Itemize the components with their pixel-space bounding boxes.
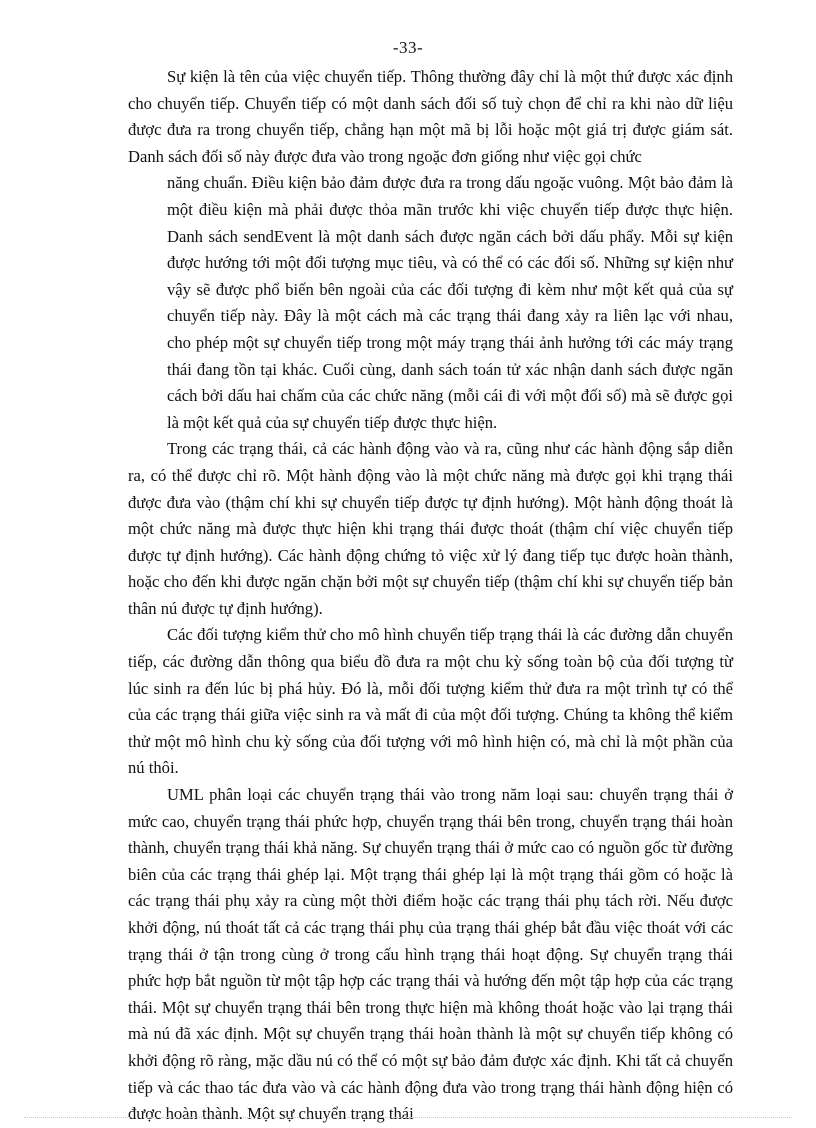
footer-divider	[24, 1117, 792, 1118]
paragraph-event: Sự kiện là tên của việc chuyển tiếp. Thông thường đây chỉ là một thứ được xác định cho chuyển tiếp. Chuyển tiếp có một danh sách đối số tuỳ chọn để chỉ ra khi nào dữ liệu được đưa ra trong chuyển tiếp, chẳng hạn một mã bị lỗi hoặc một giá trị được giám sát. Danh sách đối số này được đưa vào trong ngoặc đơn giống như việc gọi chức	[128, 67, 733, 166]
paragraph-test-objects: Các đối tượng kiểm thử cho mô hình chuyển tiếp trạng thái là các đường dẫn chuyển tiếp, các đường dẫn thông qua biểu đồ đưa ra một chu kỳ sống toàn bộ của đối tượng từ lúc sinh ra đến lúc bị phá hủy. Đó là, mỗi đối tượng kiểm thử đưa ra một trình tự có thể của các trạng thái giữa việc sinh ra và mất đi của một đối tượng. Chúng ta không thể kiểm thử một mô hình chu kỳ sống của đối tượng với mô hình hiện có, mà chỉ là một phần của nú thôi.	[128, 625, 733, 778]
paragraph-entry-exit-actions: Trong các trạng thái, cả các hành động vào và ra, cũng như các hành động sắp diễn ra, có thể được chỉ rõ. Một hành động vào là một chức năng mà được gọi khi trạng thái được đưa vào (thậm chí khi sự chuyển tiếp được tự định hướng). Một hành động thoát là một chức năng mà được thực hiện khi trạng thái được thoát (thậm chí việc chuyển tiếp được tự định hướng). Các hành động chứng tỏ việc xử lý đang tiếp tục được hoàn thành, hoặc cho đến khi được ngăn chặn bởi một sự chuyển tiếp (thậm chí khi sự chuyển tiếp bản thân nú được tự định hướng).	[128, 439, 733, 618]
document-body	[128, 64, 733, 1128]
page-number: -33-	[392, 38, 424, 57]
paragraph-uml-transitions: UML phân loại các chuyển trạng thái vào trong năm loại sau: chuyển trạng thái ở mức cao, chuyển trạng thái phức hợp, chuyển trạng thái bên trong, chuyển trạng thái hoàn thành, chuyển trạng thái khả năng. Sự chuyển trạng thái ở mức cao có nguồn gốc từ đường biên của các trạng thái ghép lại. Một trạng thái ghép lại là một trạng thái gồm có hoặc là các trạng thái phụ xảy ra cùng một thời điểm hoặc các trạng thái phụ tách rời. Nếu được khởi động, nú thoát tất cả các trạng thái phụ của trạng thái ghép bắt đầu việc thoát với các trạng thái ở tận trong cùng ở trong cấu hình trạng thái hoạt động. Sự chuyển trạng thái phức hợp bắt nguồn từ một tập hợp các trạng thái và hướng đến một tập hợp của các trạng thái. Một sự chuyển trạng thái bên trong thực hiện mà không thoát hoặc vào lại trạng thái mà nú đã xác định. Một sự chuyển trạng thái hoàn thành là một sự chuyển tiếp không có khởi động rõ ràng, mặc dầu nú có thể có một sự bảo đảm được xác định. Khi tất cả chuyển tiếp và các thao tác đưa vào và các hành động đưa vào trong trạng thái hành động hiện có được hoàn thành. Một sự chuyển trạng thái	[128, 785, 733, 1124]
paragraph-guard-condition: năng chuẩn. Điều kiện bảo đảm được đưa ra trong dấu ngoặc vuông. Một bảo đảm là một điều kiện mà phải được thỏa mãn trước khi việc chuyển tiếp được thực hiện. Danh sách sendEvent là một danh sách được ngăn cách bởi dấu phẩy. Mỗi sự kiện được hướng tới một đối tượng mục tiêu, và có thể có các đối số. Những sự kiện như vậy sẽ được phổ biến bên ngoài của các đối tượng đi kèm như một kết quả của sự chuyển tiếp này. Đây là một cách mà các trạng thái đang xảy ra liên lạc với nhau, cho phép một sự chuyển tiếp trong một máy trạng thái ảnh hưởng tới các máy trạng thái đang tồn tại khác. Cuối cùng, danh sách toán tử xác nhận danh sách được ngăn cách bởi dấu hai chấm của các chức năng (mỗi cái đi với một đối số) mà sẽ được gọi là một kết quả của sự chuyển tiếp được thực hiện.	[167, 173, 733, 432]
